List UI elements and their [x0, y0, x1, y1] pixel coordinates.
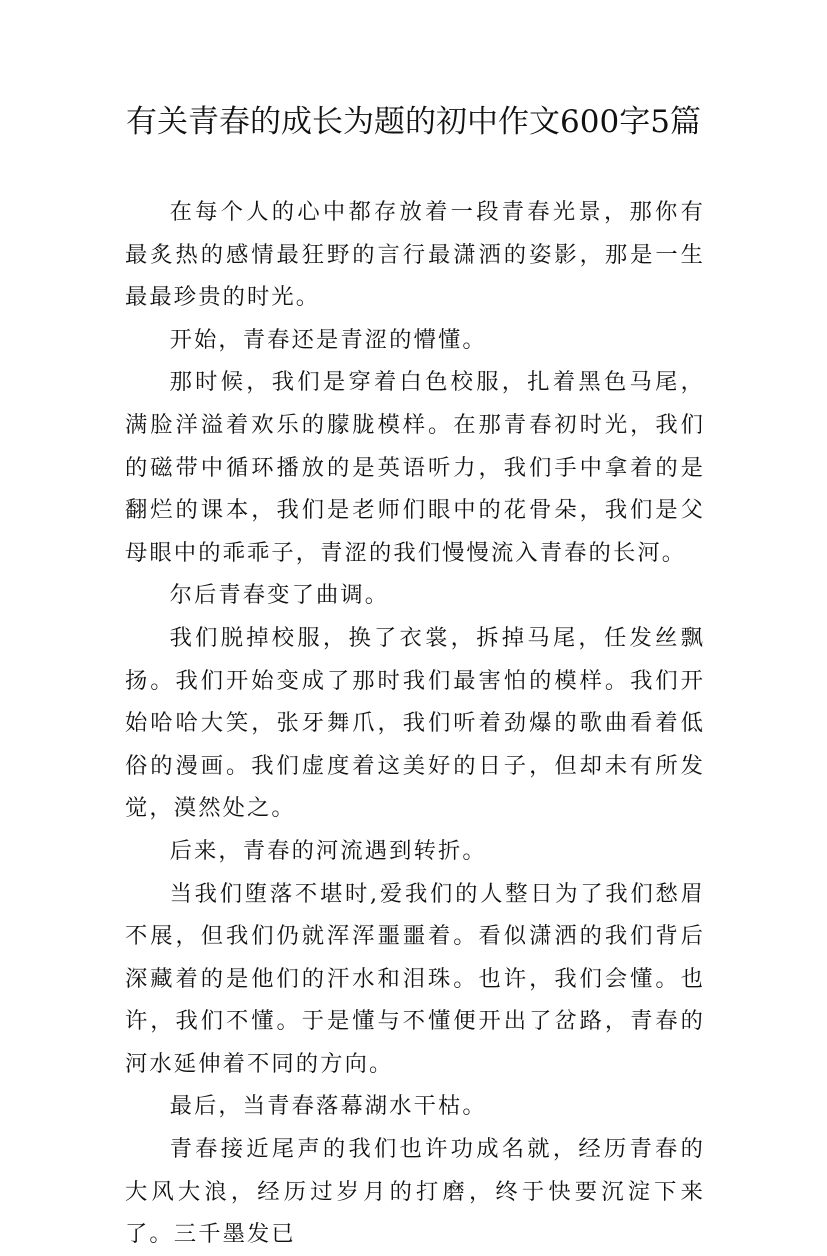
paragraph: 最后，当青春落幕湖水干枯。 [169, 1093, 487, 1120]
paragraph: 当我们堕落不堪时,爱我们的人整日为了我们愁眉不展，但我们仍就浑浑噩噩着。看似潇洒的我们背后深藏着的是他们的汗水和泪珠。也许，我们会懂。也许，我们不懂。于是懂与不懂便开出了岔路，青春的河水延伸着不同的方向。 [125, 880, 705, 1077]
document-body [125, 191, 705, 1256]
paragraph: 在每个人的心中都存放着一段青春光景，那你有最炙热的感情最狂野的言行最潇洒的姿影，那是一生最最珍贵的时光。 [125, 199, 705, 311]
document-title: 有关青春的成长为题的初中作文600字5篇 [126, 104, 701, 140]
paragraph: 青春接近尾声的我们也许功成名就，经历青春的大风大浪，经历过岁月的打磨，终于快要沉淀下来了。三千墨发已 [125, 1136, 705, 1248]
paragraph: 那时候，我们是穿着白色校服，扎着黑色马尾，满脸洋溢着欢乐的朦胧模样。在那青春初时光，我们的磁带中循环播放的是英语听力，我们手中拿着的是翻烂的课本，我们是老师们眼中的花骨朵，我们是父母眼中的乖乖子，青涩的我们慢慢流入青春的长河。 [125, 369, 705, 566]
paragraph: 开始，青春还是青涩的懵懂。 [169, 326, 487, 353]
paragraph: 尔后青春变了曲调。 [169, 582, 390, 609]
paragraph: 我们脱掉校服，换了衣裳，拆掉马尾，任发丝飘扬。我们开始变成了那时我们最害怕的模样。我们开始哈哈大笑，张牙舞爪，我们听着劲爆的歌曲看着低俗的漫画。我们虚度着这美好的日子，但却未有所发觉，漠然处之。 [125, 624, 705, 822]
paragraph: 后来，青春的河流遇到转折。 [169, 837, 487, 864]
